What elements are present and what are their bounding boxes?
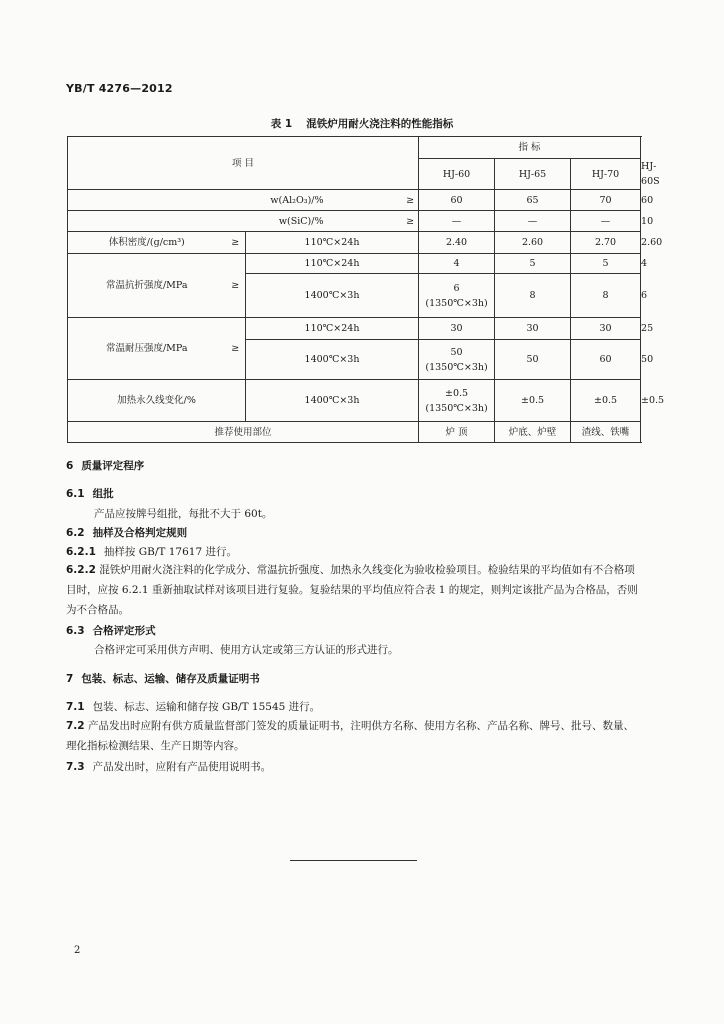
table-row: w(Al₂O₃)/% ≥ 60 65 70 60: [68, 190, 641, 211]
cell-value: 60: [419, 190, 495, 211]
section-body: 混铁炉用耐火浇注料的化学成分、常温抗折强度、加热永久线变化为验收检验项目。检验结果的平均值如有不合格项目时，应按 6.2.1 重新抽取试样对该项目进行复验。复验结果的平均值应符合表 1 的规定，则判定该批产品为合格品，否则为不合格品。: [66, 564, 638, 616]
row-label: w(Al₂O₃)/%: [68, 190, 332, 211]
cell-value: 6: [453, 282, 460, 294]
condition: 1400℃×3h: [246, 380, 419, 422]
table-title: 混铁炉用耐火浇注料的性能指标: [306, 118, 454, 130]
cell-value: 8: [495, 274, 571, 318]
condition: 110℃×24h: [246, 232, 419, 254]
row-label: 推荐使用部位: [68, 422, 419, 443]
performance-table: 项 目 指 标 HJ-60 HJ-65 HJ-70 HJ-60S w(Al₂O₃)/% ≥ 60 65 70 60 w(SiC)/% ≥ — — — 10 体积密度/(g/cm³) ≥ 110℃×24h 2.40 2.60 2.70 2.60 常温抗折强度/MPa ≥ 110℃×24h 4 5 5 4 1400℃×3h 6 (1350℃×3h) 8 8 6 常温耐压强度/MPa ≥ 110℃×24h 30 30 30 25 1400℃×3h 50 (1350℃×3h) 50 60 50 加热永久线变化/% 1400℃×3h ±0.5 (1350℃×3h) ±0.5 ±0.5 ±0.5 推荐使用部位 炉 顶 炉底、炉壁 渣线、铁嘴: [67, 136, 641, 443]
ge-symbol: ≥: [226, 254, 246, 318]
section-title: 包装、标志、运输、储存及质量证明书: [81, 673, 260, 685]
section-7-heading: [66, 670, 260, 688]
section-7-1: [66, 698, 320, 716]
cell-value: 2.60: [495, 232, 571, 254]
cell-value: —: [571, 211, 641, 232]
section-6-1-heading: [66, 485, 114, 503]
section-7-2: [66, 716, 641, 756]
section-number: 7: [66, 673, 74, 685]
table-row: 体积密度/(g/cm³) ≥ 110℃×24h 2.40 2.60 2.70 2.60: [68, 232, 641, 254]
grade-header: HJ-60: [419, 159, 495, 190]
section-number: 6.1: [66, 488, 85, 500]
cell-note: (1350℃×3h): [425, 402, 488, 414]
section-number: 7.2: [66, 720, 85, 732]
cell-value-with-note: [419, 274, 495, 318]
row-label: 常温耐压强度/MPa: [68, 318, 226, 380]
end-rule: [290, 860, 417, 861]
cell-value: 50: [450, 346, 463, 358]
section-title: 合格评定形式: [92, 625, 156, 637]
section-title: 质量评定程序: [81, 460, 145, 472]
ge-symbol: ≥: [226, 318, 246, 380]
section-title: 抽样及合格判定规则: [92, 527, 188, 539]
cell-value: 渣线、铁嘴: [571, 422, 641, 443]
cell-value: ±0.5: [571, 380, 641, 422]
cell-value: —: [495, 211, 571, 232]
row-label: 加热永久线变化/%: [68, 380, 246, 422]
table-row: [68, 422, 641, 443]
ge-symbol: ≥: [226, 232, 246, 254]
section-6-heading: [66, 457, 144, 475]
condition: 1400℃×3h: [246, 340, 419, 380]
condition: 110℃×24h: [246, 318, 419, 340]
cell-value: 5: [495, 254, 571, 274]
cell-value: 5: [571, 254, 641, 274]
section-number: 7.3: [66, 761, 85, 773]
cell-value: 2.70: [571, 232, 641, 254]
table-row: 加热永久线变化/% 1400℃×3h ±0.5 (1350℃×3h) ±0.5 ±0.5 ±0.5: [68, 380, 641, 422]
section-6-3-heading: [66, 622, 156, 640]
section-6-3-body: 合格评定可采用供方声明、使用方认定或第三方认证的形式进行。: [94, 644, 399, 656]
section-body: 产品发出时，应附有产品使用说明书。: [92, 761, 272, 773]
section-6-2-2: [66, 560, 641, 620]
standard-number: YB/T 4276—2012: [66, 82, 173, 95]
grade-header: HJ-70: [571, 159, 641, 190]
condition: 1400℃×3h: [246, 274, 419, 318]
section-number: 6.2.1: [66, 546, 96, 558]
item-header: 项 目: [68, 137, 419, 190]
section-body: 抽样按 GB/T 17617 进行。: [103, 546, 237, 558]
cell-note: (1350℃×3h): [425, 361, 488, 373]
ge-symbol: ≥: [332, 211, 419, 232]
section-body: 产品发出时应附有供方质量监督部门签发的质量证明书，注明供方名称、使用方名称、产品名称、牌号、批号、数量、理化指标检测结果、生产日期等内容。: [66, 720, 634, 752]
cell-value: 50: [495, 340, 571, 380]
table-caption: [0, 116, 724, 131]
table-row: 1400℃×3h 50 (1350℃×3h) 50 60 50: [68, 340, 641, 380]
cell-value: 炉 顶: [419, 422, 495, 443]
section-6-1-body: 产品应按牌号组批，每批不大于 60t。: [94, 508, 273, 520]
table-row: w(SiC)/% ≥ — — — 10: [68, 211, 641, 232]
cell-value: 30: [419, 318, 495, 340]
cell-value: 65: [495, 190, 571, 211]
section-number: 6.3: [66, 625, 85, 637]
index-header: 指 标: [419, 137, 641, 159]
section-number: 6: [66, 460, 74, 472]
section-number: 6.2: [66, 527, 85, 539]
row-label: 常温抗折强度/MPa: [68, 254, 226, 318]
section-number: 6.2.2: [66, 564, 96, 576]
cell-value: 60: [571, 340, 641, 380]
table-row: 常温耐压强度/MPa ≥ 110℃×24h 30 30 30 25: [68, 318, 641, 340]
cell-value: 2.40: [419, 232, 495, 254]
grade-header: HJ-65: [495, 159, 571, 190]
section-7-3: [66, 758, 271, 776]
table-row: 常温抗折强度/MPa ≥ 110℃×24h 4 5 5 4: [68, 254, 641, 274]
cell-value: 炉底、炉壁: [495, 422, 571, 443]
row-label: w(SiC)/%: [68, 211, 332, 232]
cell-value: ±0.5: [495, 380, 571, 422]
page-number: 2: [74, 945, 81, 956]
cell-value: 70: [571, 190, 641, 211]
section-6-2-heading: [66, 524, 187, 542]
cell-value: 4: [419, 254, 495, 274]
section-6-2-1: [66, 543, 237, 561]
cell-value-with-note: [419, 380, 495, 422]
section-title: 组批: [92, 488, 114, 500]
section-number: 7.1: [66, 701, 85, 713]
table-row: 1400℃×3h 6 (1350℃×3h) 8 8 6: [68, 274, 641, 318]
cell-note: (1350℃×3h): [425, 297, 488, 309]
cell-value: 30: [495, 318, 571, 340]
cell-value-with-note: [419, 340, 495, 380]
cell-value: —: [419, 211, 495, 232]
section-body: 包装、标志、运输和储存按 GB/T 15545 进行。: [92, 701, 321, 713]
cell-value: 8: [571, 274, 641, 318]
ge-symbol: ≥: [332, 190, 419, 211]
cell-value: 30: [571, 318, 641, 340]
condition: 110℃×24h: [246, 254, 419, 274]
table-number: 表 1: [270, 118, 293, 130]
row-label: 体积密度/(g/cm³): [68, 232, 226, 254]
cell-value: ±0.5: [444, 387, 469, 399]
